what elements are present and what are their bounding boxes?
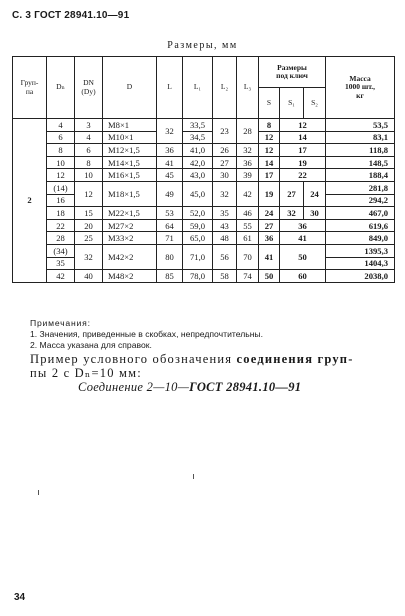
cell-thread: М8×1 [103,119,157,132]
cell-l3: 74 [237,270,259,283]
cell-l2: 26 [213,144,237,157]
cell-s1: 12 [280,119,326,132]
cell-dn: 22 [47,219,75,232]
note-item: 2. Масса указана для справок. [30,340,152,350]
scan-mark [38,490,39,495]
cell-l2: 32 [213,181,237,206]
cell-s1: 36 [280,219,326,232]
cell-mass: 188,4 [326,169,395,182]
cell-dn: 4 [47,119,75,132]
page-header: С. 3 ГОСТ 28941.10—91 [12,10,130,21]
group-cell: 2 [13,119,47,283]
cell-dn: 35 [47,257,75,270]
cell-l3: 39 [237,169,259,182]
cell-l3: 61 [237,232,259,245]
table-row [13,131,395,144]
notes-title: Примечания: [30,318,91,328]
cell-l: 32 [157,119,183,144]
designation-prefix: Соединение 2—10— [78,380,190,394]
cell-dn: 6 [47,131,75,144]
note-item: 1. Значения, приведенные в скобках, непредпочтительны. [30,329,263,339]
example-condition: пы 2 с Dₙ=10 мм: [30,366,142,380]
cell-s2: 30 [304,207,326,220]
cell-s: 27 [259,219,280,232]
cell-l3: 70 [237,244,259,269]
cell-l: 41 [157,156,183,169]
cell-dn-nominal: 15 [75,207,103,220]
cell-dn: (34) [47,244,75,257]
cell-l2: 43 [213,219,237,232]
header-s: S [259,88,280,119]
cell-l1: 34,5 [183,131,213,144]
table-row [13,119,395,132]
header-l1: L₁ [183,57,213,119]
cell-l2: 35 [213,207,237,220]
table-row [13,219,395,232]
cell-mass: 118,8 [326,144,395,157]
cell-s1: 50 [280,244,326,269]
cell-l2: 58 [213,270,237,283]
page-number: 34 [14,592,26,603]
cell-s: 19 [259,181,280,206]
header-s1: S₁ [280,88,304,119]
cell-l1: 59,0 [183,219,213,232]
cell-s: 12 [259,144,280,157]
table-row [13,207,395,220]
cell-dn-nominal: 6 [75,144,103,157]
cell-dn: 42 [47,270,75,283]
cell-dn-nominal: 20 [75,219,103,232]
dimensions-table [12,56,395,283]
cell-s: 50 [259,270,280,283]
cell-l2: 23 [213,119,237,144]
table-row [13,181,395,194]
table-row [13,244,395,257]
cell-l: 80 [157,244,183,269]
cell-l: 36 [157,144,183,157]
header-l: L [157,57,183,119]
cell-l2: 30 [213,169,237,182]
cell-thread: М18×1,5 [103,181,157,206]
cell-thread: М10×1 [103,131,157,144]
cell-mass: 1404,3 [326,257,395,270]
cell-l1: 33,5 [183,119,213,132]
table-row [13,144,395,157]
cell-l: 64 [157,219,183,232]
header-s2: S₂ [304,88,326,119]
cell-s: 12 [259,131,280,144]
cell-l: 71 [157,232,183,245]
cell-l1: 52,0 [183,207,213,220]
cell-mass: 281,8 [326,181,395,194]
cell-l1: 71,0 [183,244,213,269]
table-row [13,270,395,283]
header-mass: Масса 1000 шт., кг [326,57,395,119]
cell-l2: 27 [213,156,237,169]
cell-dn-nominal: 12 [75,181,103,206]
header-dn: Dₙ [47,57,75,119]
cell-s1: 27 [280,181,304,206]
cell-l3: 32 [237,144,259,157]
designation-standard: ГОСТ 28941.10—91 [189,380,302,394]
cell-l: 85 [157,270,183,283]
designation-example [30,352,392,380]
cell-l1: 43,0 [183,169,213,182]
cell-l: 45 [157,169,183,182]
cell-s: 24 [259,207,280,220]
cell-l2: 56 [213,244,237,269]
header-l2: L₂ [213,57,237,119]
scan-mark [193,474,194,479]
table-row [13,232,395,245]
cell-mass: 1395,3 [326,244,395,257]
cell-thread: М22×1,5 [103,207,157,220]
example-lead-bold: соединения груп- [236,352,354,366]
example-lead: Пример условного обозначения [30,352,233,366]
cell-l3: 46 [237,207,259,220]
cell-dn: 8 [47,144,75,157]
table-row [13,169,395,182]
cell-thread: М14×1,5 [103,156,157,169]
cell-thread: М27×2 [103,219,157,232]
header-l3: L₃ [237,57,259,119]
cell-s1: 22 [280,169,326,182]
cell-dn: (14) [47,181,75,194]
cell-dn-nominal: 25 [75,232,103,245]
cell-l1: 65,0 [183,232,213,245]
header-dn-nominal: DN (Dу) [75,57,103,119]
notes-block [30,318,263,351]
cell-s1: 14 [280,131,326,144]
cell-l1: 41,0 [183,144,213,157]
header-group: Груп- па [13,57,47,119]
table-row [13,156,395,169]
cell-l2: 48 [213,232,237,245]
cell-s: 36 [259,232,280,245]
cell-mass: 2038,0 [326,270,395,283]
cell-dn-nominal: 4 [75,131,103,144]
cell-s: 8 [259,119,280,132]
cell-dn-nominal: 3 [75,119,103,132]
cell-dn: 18 [47,207,75,220]
cell-mass: 294,2 [326,194,395,207]
cell-mass: 849,0 [326,232,395,245]
cell-s: 17 [259,169,280,182]
cell-s1: 32 [280,207,304,220]
cell-s2: 24 [304,181,326,206]
cell-thread: М33×2 [103,232,157,245]
cell-thread: М12×1,5 [103,144,157,157]
cell-l1: 42,0 [183,156,213,169]
cell-l3: 28 [237,119,259,144]
cell-dn: 28 [47,232,75,245]
cell-s1: 19 [280,156,326,169]
cell-dn-nominal: 8 [75,156,103,169]
cell-dn: 10 [47,156,75,169]
cell-thread: М16×1,5 [103,169,157,182]
cell-mass: 53,5 [326,119,395,132]
cell-l3: 55 [237,219,259,232]
cell-dn: 16 [47,194,75,207]
cell-thread: М42×2 [103,244,157,269]
cell-l: 49 [157,181,183,206]
cell-s1: 60 [280,270,326,283]
header-wrench-sizes: Размеры под ключ [259,57,326,88]
cell-l1: 78,0 [183,270,213,283]
header-d: D [103,57,157,119]
cell-dn-nominal: 10 [75,169,103,182]
cell-dn-nominal: 32 [75,244,103,269]
cell-s1: 17 [280,144,326,157]
cell-s: 41 [259,244,280,269]
cell-l1: 45,0 [183,181,213,206]
cell-l3: 42 [237,181,259,206]
cell-mass: 83,1 [326,131,395,144]
cell-mass: 467,0 [326,207,395,220]
table-caption: Размеры, мм [167,40,238,51]
cell-thread: М48×2 [103,270,157,283]
cell-s1: 41 [280,232,326,245]
cell-dn: 12 [47,169,75,182]
cell-s: 14 [259,156,280,169]
designation-formula [78,380,301,395]
cell-mass: 619,6 [326,219,395,232]
cell-dn-nominal: 40 [75,270,103,283]
cell-l: 53 [157,207,183,220]
cell-l3: 36 [237,156,259,169]
cell-mass: 148,5 [326,156,395,169]
